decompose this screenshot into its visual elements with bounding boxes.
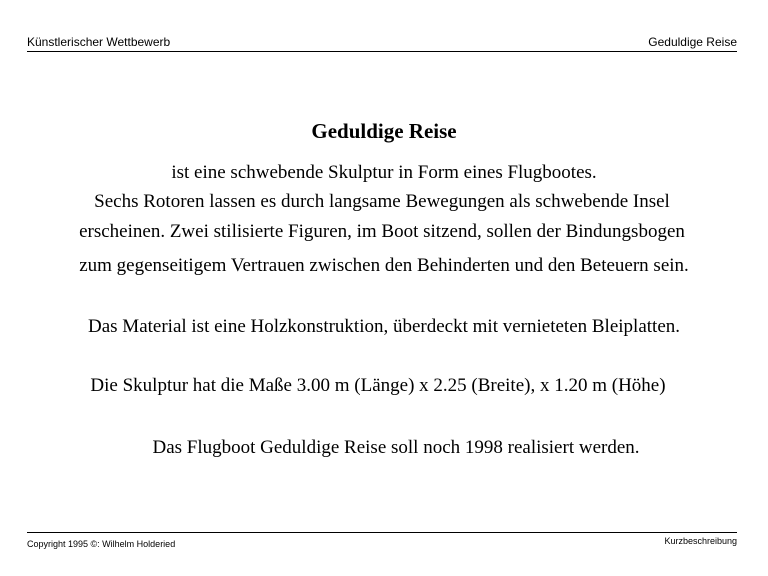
header-right-text: Geduldige Reise (648, 35, 737, 49)
description-line-4: zum gegenseitigem Vertrauen zwischen den Behinderten und den Beteuern sein. (79, 255, 689, 276)
footer-copyright: Copyright 1995 ©: Wilhelm Holderied (27, 539, 176, 549)
header-left-text: Künstlerischer Wettbewerb (27, 35, 171, 49)
footer-right-text: Kurzbeschreibung (664, 536, 737, 546)
description-line-1: ist eine schwebende Skulptur in Form eines Flugbootes. (171, 162, 597, 183)
footer-divider (27, 532, 737, 533)
material-paragraph: Das Material ist eine Holzkonstruktion, überdeckt mit vernieteten Bleiplatten. (88, 316, 680, 337)
header-divider (27, 51, 737, 52)
realization-paragraph: Das Flugboot Geduldige Reise soll noch 1998 realisiert werden. (152, 437, 640, 458)
description-line-3: erscheinen. Zwei stilisierte Figuren, im Boot sitzend, sollen der Bindungsbogen (79, 221, 685, 242)
description-line-2: Sechs Rotoren lassen es durch langsame Bewegungen als schwebende Insel (94, 191, 670, 212)
document-title: Geduldige Reise (311, 119, 457, 143)
dimensions-paragraph: Die Skulptur hat die Maße 3.00 m (Länge) x 2.25 (Breite), x 1.20 m (Höhe) (90, 375, 666, 396)
